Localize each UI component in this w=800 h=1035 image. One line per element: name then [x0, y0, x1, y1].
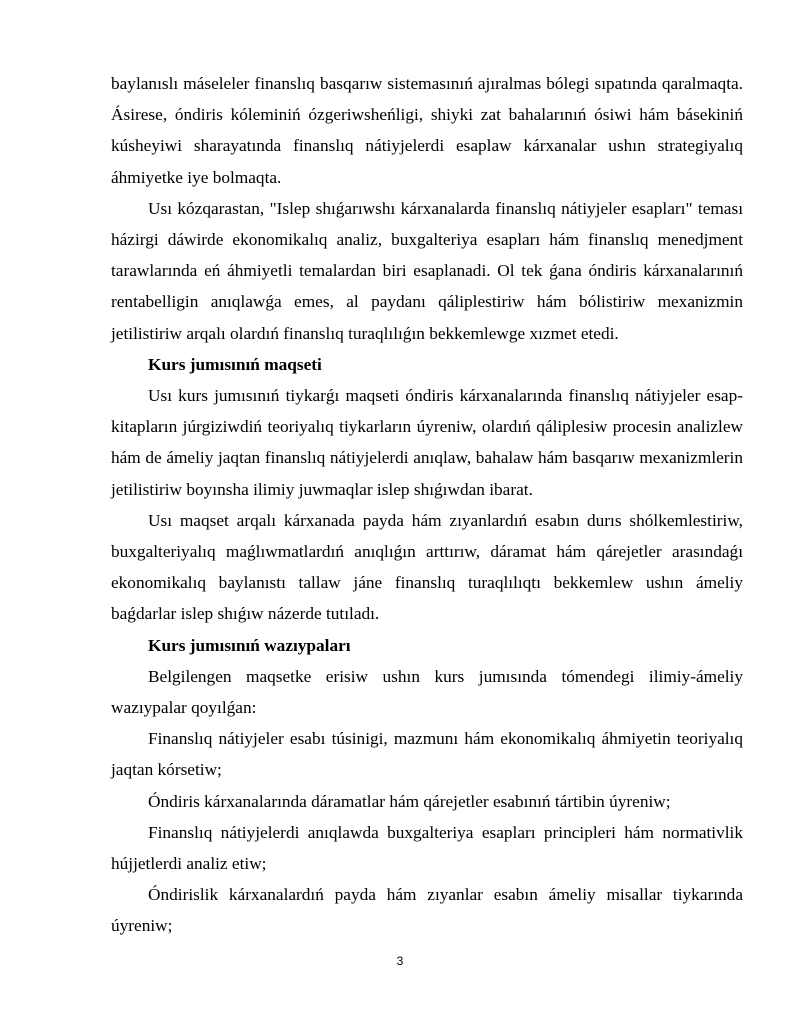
page-number: 3 — [396, 954, 404, 968]
task-item-2: Óndiris kárxanalarında dáramatlar hám qárejetler esabınıń tártibin úyreniw; — [148, 791, 671, 811]
page-body — [111, 68, 743, 942]
paragraph-goal-details: Usı maqset arqalı kárxanada payda hám zıyanlardıń esabın durıs shólkemlestiriw, buxgalteriyalıq maǵlıwmatlardıń anıqlıǵın arttırıw, dáramat hám qárejetler arasındaǵı ekonomikalıq baylanıstı tallaw jáne finanslıq turaqlılıqtı bekkemlew ushın ámeliy baǵdarlar islep shıǵıw názerde tutıladı. — [111, 510, 743, 624]
paragraph-goal: Usı kurs jumısınıń tiykarǵı maqseti óndiris kárxanalarında finanslıq nátiyjeler esap-kitapların júrgiziwdiń teoriyalıq tiykarların úyreniw, olardıń qáliplesiw procesin analizlew hám de ámeliy jaqtan finanslıq nátiyjelerdi anıqlaw, bahalaw hám basqarıw mexanizmlerin jetilistiriw boyınsha ilimiy juwmaqlar islep shıǵıwdan ibarat. — [111, 386, 743, 499]
task-item-3: Finanslıq nátiyjelerdi anıqlawda buxgalteriya esapları principleri hám normativlik hújjetlerdi analiz etiw; — [111, 822, 743, 874]
paragraph-topic-relevance: Usı kózqarastan, "Islep shıǵarıwshı kárxanalarda finanslıq nátiyjeler esapları" teması házirgi dáwirde ekonomikalıq analiz, buxgalteriya esapları hám finanslıq menedjment tarawlarında eń áhmiyetli temalardan biri esaplanadi. Ol tek ǵana óndiris kárxanalarınıń rentabelligin anıqlawǵa emes, al paydanı qáliplestiriw hám bólistiriw mexanizmin jetilistiriw arqalı olardıń finanslıq turaqlılıǵın bekkemlewge xızmet etedi. — [111, 198, 743, 343]
heading-goal: Kurs jumısınıń maqseti — [148, 354, 322, 374]
paragraph-intro-continuation: baylanıslı máseleler finanslıq basqarıw sistemasınıń ajıralmas bólegi sıpatında qaralmaqta. Ásirese, óndiris kóleminiń ózgeriwsheńligi, shiyki zat bahalarınıń ósiwi hám básekiniń kúsheyiwi sharayatında finanslıq nátiyjelerdi esaplaw kárxanalar ushın strategiyalıq áhmiyetke iye bolmaqta. — [111, 74, 743, 187]
task-item-1: Finanslıq nátiyjeler esabı túsinigi, mazmunı hám ekonomikalıq áhmiyetin teoriyalıq jaqtan kórsetiw; — [111, 729, 743, 780]
heading-tasks: Kurs jumısınıń wazıypaları — [148, 635, 351, 655]
task-item-4: Óndirislik kárxanalardıń payda hám zıyanlar esabın ámeliy misallar tiykarında úyreniw; — [111, 885, 743, 936]
paragraph-tasks-intro: Belgilengen maqsetke erisiw ushın kurs jumısında tómendegi ilimiy-ámeliy wazıypalar qoyılǵan: — [111, 666, 743, 718]
